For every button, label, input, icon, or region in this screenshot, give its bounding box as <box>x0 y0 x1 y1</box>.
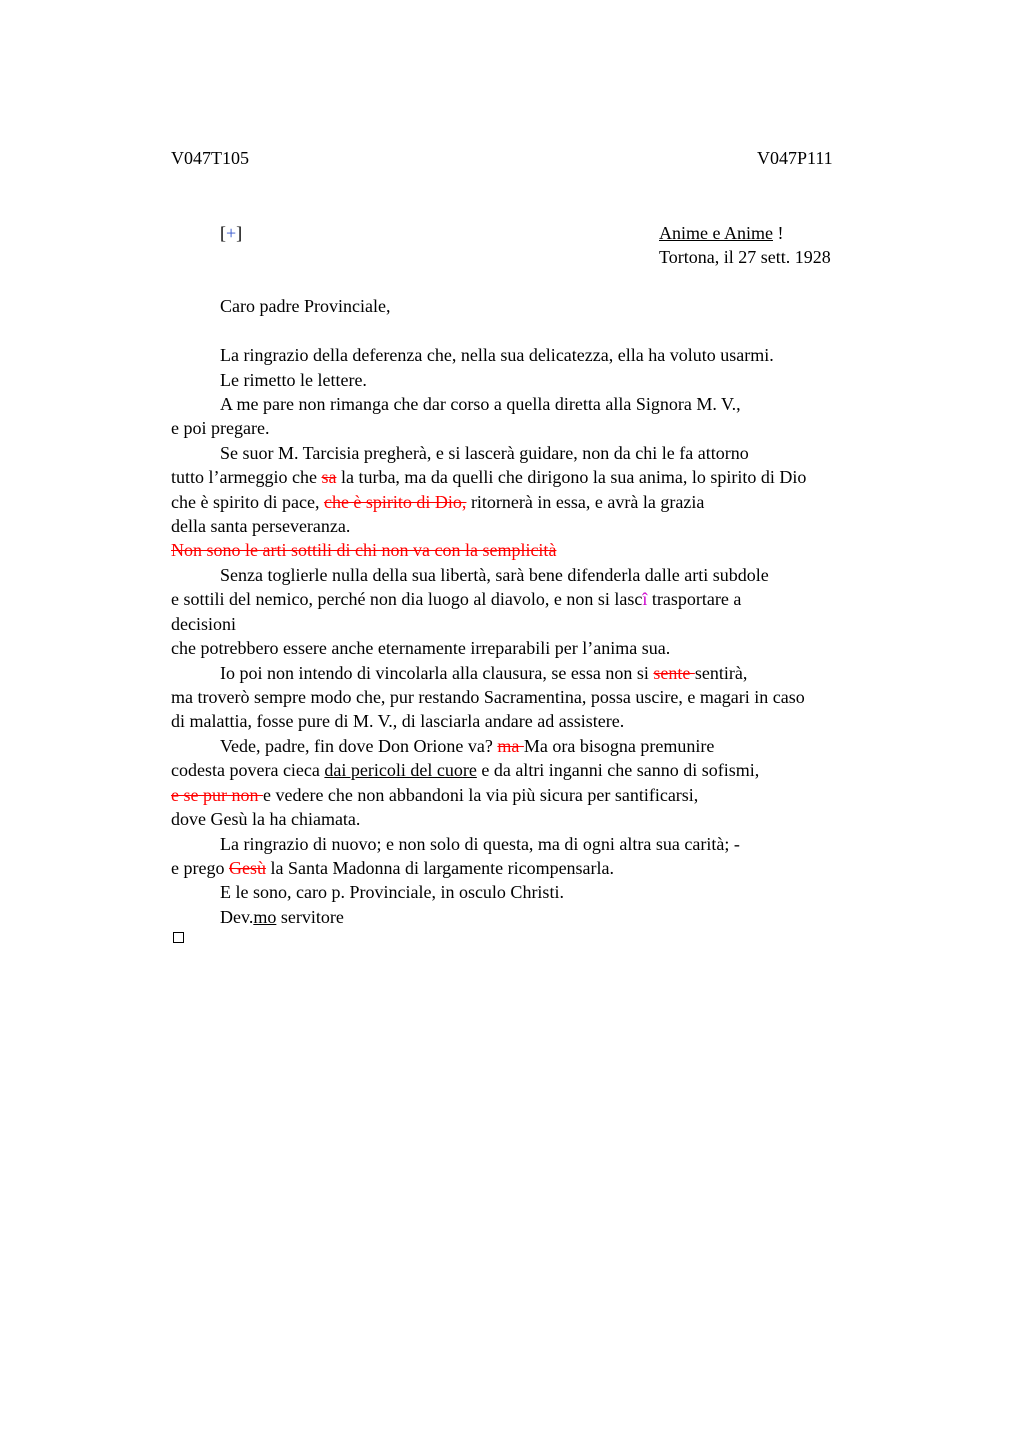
underlined-text: mo <box>253 907 277 927</box>
text-line-10: Senza toglierle nulla della sua libertà, sarà bene difenderla dalle arti subdole <box>220 565 769 585</box>
text-line-20: dove Gesù la ha chiamata. <box>171 809 361 829</box>
text-line-6 <box>171 465 806 489</box>
text-line-14 <box>220 661 747 685</box>
letter-title-text: Anime e Anime <box>659 223 773 243</box>
text-segment: la Santa Madonna di largamente ricompensarla. <box>265 858 615 878</box>
text-segment: Dev. <box>220 907 254 927</box>
letter-title-punct: ! <box>772 223 784 243</box>
text-line-2: Le rimetto le lettere. <box>220 370 367 390</box>
text-segment: Vede, padre, fin dove Don Orione va? <box>220 736 498 756</box>
text-segment: che è spirito di pace, <box>171 492 324 512</box>
text-line-19 <box>171 783 698 807</box>
text-line-22 <box>171 856 614 880</box>
checkbox-icon <box>173 932 184 943</box>
text-line-23: E le sono, caro p. Provinciale, in osculo Christi. <box>220 882 564 902</box>
text-segment: trasportare a <box>647 589 742 609</box>
bracket-open: [ <box>220 223 226 243</box>
text-segment: servitore <box>276 907 344 927</box>
text-line-5: Se suor M. Tarcisia pregherà, e si lascerà guidare, non da chi le fa attorno <box>220 443 749 463</box>
deleted-text: sa <box>321 467 337 487</box>
deleted-text: e se pur non <box>171 785 263 805</box>
deleted-text: sente <box>653 663 695 683</box>
text-segment: Io poi non intendo di vincolarla alla clausura, se essa non si <box>220 663 654 683</box>
text-line-9 <box>171 538 556 562</box>
text-line-18 <box>171 758 759 782</box>
text-segment: tutto l’armeggio che <box>171 467 322 487</box>
text-segment: codesta povera cieca <box>171 760 325 780</box>
text-segment: ritornerà in essa, e avrà la grazia <box>466 492 705 512</box>
signature-line <box>220 905 344 929</box>
text-line-12: decisioni <box>171 614 236 634</box>
text-segment: e prego <box>171 858 229 878</box>
text-segment: Ma ora bisogna premunire <box>523 736 715 756</box>
text-segment: la turba, ma da quelli che dirigono la sua anima, lo spirito di Dio <box>336 467 807 487</box>
text-line-11 <box>171 587 741 611</box>
text-line-7 <box>171 490 704 514</box>
text-line-8: della santa perseveranza. <box>171 516 351 536</box>
document-code-right: V047P111 <box>757 148 833 168</box>
text-segment: e da altri inganni che sanno di sofismi, <box>476 760 760 780</box>
text-line-21: La ringrazio di nuovo; e non solo di questa, ma di ogni altra sua carità; - <box>220 834 740 854</box>
text-segment: e vedere che non abbandoni la via più sicura per santificarsi, <box>262 785 699 805</box>
underlined-text: dai pericoli del cuore <box>324 760 477 780</box>
document-code-left: V047T105 <box>171 148 249 168</box>
salutation: Caro padre Provinciale, <box>220 296 391 316</box>
deleted-text: ma <box>497 736 524 756</box>
place-date: Tortona, il 27 sett. 1928 <box>659 247 831 267</box>
text-line-13: che potrebbero essere anche eternamente irreparabili per l’anima sua. <box>171 638 671 658</box>
deleted-text: che è spirito di Dio, <box>323 492 467 512</box>
deleted-text: Gesù <box>228 858 266 878</box>
text-line-17 <box>220 734 714 758</box>
text-line-3: A me pare non rimanga che dar corso a quella diretta alla Signora M. V., <box>220 394 741 414</box>
text-line-16: di malattia, fosse pure di M. V., di lasciarla andare ad assistere. <box>171 711 625 731</box>
bracket-close: ] <box>236 223 243 243</box>
text-line-15: ma troverò sempre modo che, pur restando Sacramentina, possa uscire, e magari in caso <box>171 687 805 707</box>
text-line-4: e poi pregare. <box>171 418 270 438</box>
text-line-1: La ringrazio della deferenza che, nella sua delicatezza, ella ha voluto usarmi. <box>220 345 774 365</box>
correction-mark: î <box>642 589 648 609</box>
text-segment: sentirà, <box>694 663 748 683</box>
text-segment: e sottili del nemico, perché non dia luogo al diavolo, e non si lasc <box>171 589 643 609</box>
plus-icon: + <box>226 223 237 243</box>
deleted-text: Non sono le arti sottili di chi non va con la semplicità <box>171 540 557 560</box>
cross-marker <box>220 221 242 245</box>
letter-title <box>659 221 783 245</box>
